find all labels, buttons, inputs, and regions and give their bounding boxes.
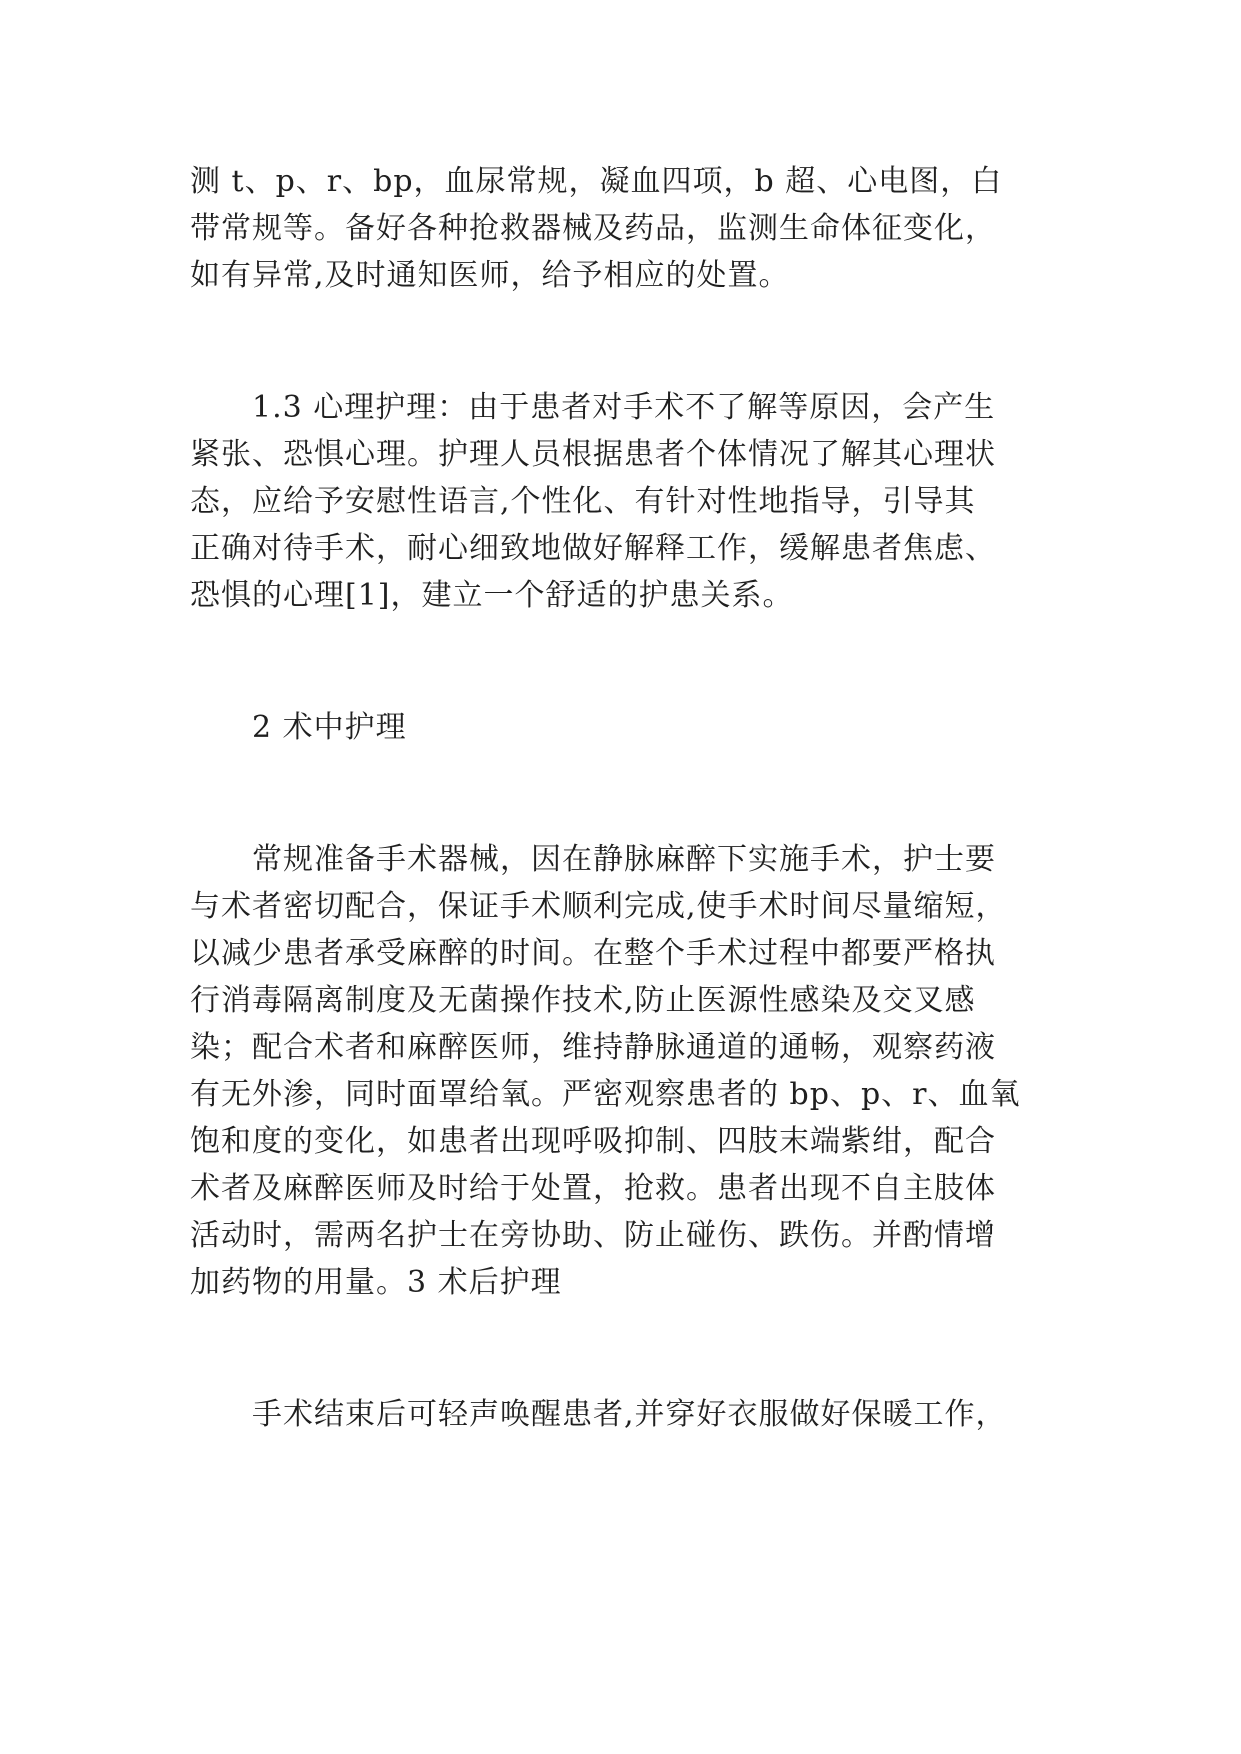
text-line: 带常规等。备好各种抢救器械及药品，监测生命体征变化， <box>190 211 996 246</box>
text-line: 紧张、恐惧心理。护理人员根据患者个体情况了解其心理状 <box>190 437 996 472</box>
text-line: 正确对待手术，耐心细致地做好解释工作，缓解患者焦虑、 <box>190 531 996 566</box>
text-line: 常规准备手术器械，因在静脉麻醉下实施手术，护士要 <box>252 842 996 877</box>
text-line: 如有异常,及时通知医师，给予相应的处置。 <box>190 258 790 293</box>
text-line: 测 t、p、r、bp，血尿常规，凝血四项，b 超、心电图，白 <box>190 164 1003 199</box>
text-line: 与术者密切配合，保证手术顺利完成,使手术时间尽量缩短， <box>190 889 1007 924</box>
text-line: 活动时，需两名护士在旁协助、防止碰伤、跌伤。并酌情增 <box>190 1218 996 1253</box>
text-line: 手术结束后可轻声唤醒患者,并穿好衣服做好保暖工作， <box>252 1397 1007 1432</box>
text-line: 行消毒隔离制度及无菌操作技术,防止医源性感染及交叉感 <box>190 983 976 1018</box>
paragraph-intraoperative-care <box>190 836 1090 1306</box>
document-body <box>190 158 1090 1438</box>
paragraph-postoperative-care <box>190 1391 1090 1438</box>
paragraph-preop-monitoring <box>190 158 1090 299</box>
text-line: 恐惧的心理[1]，建立一个舒适的护患关系。 <box>190 578 794 613</box>
text-line: 术者及麻醉医师及时给于处置，抢救。患者出现不自主肢体 <box>190 1171 996 1206</box>
text-line: 1.3 心理护理：由于患者对手术不了解等原因，会产生 <box>252 390 996 425</box>
text-line: 加药物的用量。3 术后护理 <box>190 1265 562 1300</box>
text-line: 有无外渗，同时面罩给氧。严密观察患者的 bp、p、r、血氧 <box>190 1077 1021 1112</box>
text-line: 染；配合术者和麻醉医师，维持静脉通道的通畅，观察药液 <box>190 1030 996 1065</box>
text-line: 饱和度的变化，如患者出现呼吸抑制、四肢末端紫绀，配合 <box>190 1124 996 1159</box>
text-line: 态，应给予安慰性语言,个性化、有针对性地指导，引导其 <box>190 484 976 519</box>
section-heading: 2 术中护理 <box>252 710 407 745</box>
section-heading-intraoperative <box>190 704 1090 751</box>
text-line: 以减少患者承受麻醉的时间。在整个手术过程中都要严格执 <box>190 936 996 971</box>
paragraph-psychological-care <box>190 384 1090 619</box>
